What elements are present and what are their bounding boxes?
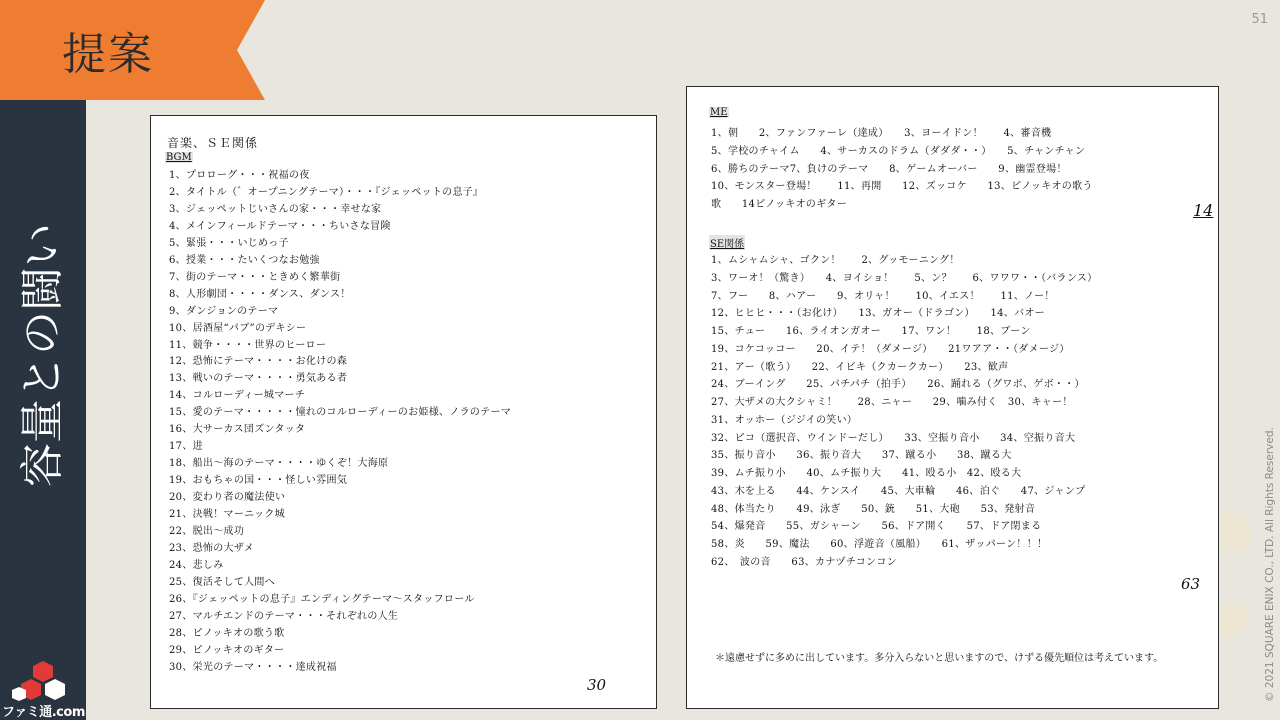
bgm-list-item: 19、おもちゃの国・・・怪しい雰囲気 (169, 475, 348, 487)
bgm-list-item: 24、悲しみ (169, 559, 224, 571)
se-list-item: 24、ブーイング 25、パチパチ（拍手） 26、踊れる（グワボ、ゲボ・・） (711, 379, 1085, 391)
bgm-list-item: 9、ダンジョンのテーマ (169, 305, 279, 317)
bgm-list-item: 17、进 (169, 441, 203, 453)
bgm-list-item: 3、ジェッペットじいさんの家・・・幸せな家 (169, 203, 382, 215)
se-list-item: 43、木を上る 44、ケンスイ 45、大車輪 46、泊ぐ 47、ジャンプ (711, 485, 1086, 497)
bgm-list-item: 28、ピノッキオの歌う歌 (169, 627, 285, 639)
slide-title: 提案 (62, 29, 154, 80)
bgm-list-item: 22、脱出～成功 (169, 526, 245, 538)
se-list-item: 62、 波の音 63、カナヅチコンコン (711, 556, 897, 568)
bgm-list-item: 30、栄光のテーマ・・・・達成祝福 (169, 661, 337, 673)
me-list-item: 5、学校のチャイム 4、サーカスのドラム（ダダダ・・） 5、チャンチャン (711, 145, 1086, 157)
bgm-list-item: 29、ピノッキオのギター (169, 644, 285, 656)
bgm-list-item: 8、人形劇団・・・・ダンス、ダンス！ (169, 288, 351, 300)
me-list-item: 歌 14ピノッキオのギター (711, 199, 848, 211)
se-list-item: 12、ヒヒヒ・・・（お化け） 13、ガオー（ドラゴン） 14、バオー (711, 308, 1045, 320)
bgm-list (169, 168, 511, 677)
copyright-notice: © 2021 SQUARE ENIX CO., LTD. All Rights Reserved. (1264, 427, 1276, 702)
se-list-item: 35、振り音小 36、振り音大 37、蹴る小 38、蹴る大 (711, 450, 1012, 462)
decorative-circle (1214, 602, 1248, 636)
bgm-list-item: 15、愛のテーマ・・・・・憧れのコルローディーのお姫様、ノラのテーマ (169, 407, 512, 419)
se-list (711, 252, 1097, 572)
bgm-list-item: 10、居酒屋“パブ”のデキシー (169, 322, 307, 334)
se-section-label: SE関係 (709, 235, 745, 250)
left-document-page (150, 115, 657, 709)
me-list (711, 125, 1093, 214)
logo-text: ファミ通.com (2, 705, 85, 720)
bgm-list-item: 4、メインフィールドテーマ・・・ちいさな冒険 (169, 220, 391, 232)
se-list-item: 15、チュー 16、ライオンガオー 17、ワン！ 18、ブーン (711, 326, 1031, 337)
bgm-list-item: 14、コルローディー城マーチ (169, 390, 306, 402)
bgm-list-item: 5、緊張・・・いじめっ子 (169, 237, 289, 249)
bgm-list-item: 18、船出～海のテーマ・・・・ゆくぞ！大海原 (169, 458, 389, 470)
right-document-page (686, 86, 1219, 709)
se-list-item: 27、大ザメの大クシャミ！ 28、ニャー 29、噛み付く 30、キャー！ (711, 397, 1073, 408)
se-list-item: 32、ピコ（選択音、ウインドーだし） 33、空振り音小 34、空振り音大 (711, 432, 1076, 444)
se-list-item: 58、炎 59、魔法 60、浮遊音（風船） 61、ザッパーン！！！ (711, 539, 1048, 550)
se-list-item: 19、コケコッコー 20、イテ！（ダメージ） 21ワアア・・（ダメージ） (711, 343, 1070, 355)
me-list-item: 1、朝 2、ファンファーレ（達成） 3、ヨーイドン！ 4、審音機 (711, 128, 1052, 139)
handwritten-count-se: 63 (1181, 575, 1201, 593)
document-heading: 音楽、ＳＥ関係 (167, 136, 259, 150)
bgm-list-item: 6、授業・・・たいくつなお勉強 (169, 254, 320, 266)
se-list-item: 3、ワーオ！（驚き） 4、ヨイショ！ 5、ン？ 6、ワワワ・・（バランス） (711, 272, 1098, 284)
bgm-list-item: 23、恐怖の大ザメ (169, 542, 255, 554)
page-number: 51 (1251, 12, 1268, 27)
bgm-list-item: 2、タイトル（゛オープニングテーマ）・・・『ジェッペットの息子』 (169, 186, 484, 198)
bgm-list-item: 20、変わり者の魔法使い (169, 492, 286, 504)
se-list-item: 48、体当たり 49、泳ぎ 50、銃 51、大砲 53、発射音 (711, 503, 1036, 515)
bgm-list-item: 12、恐怖にテーマ・・・・お化けの森 (169, 356, 348, 368)
bgm-list-item: 21、決戦！マーニック城 (169, 509, 285, 521)
se-list-item: 54、爆発音 55、ガシャーン 56、ドア開く 57、ドア閉まる (711, 521, 1042, 533)
se-list-item: 21、アー（歌う） 22、イビキ（クカークカー） 23、歓声 (711, 361, 1009, 373)
bgm-list-item: 27、マルチエンドのテーマ・・・それぞれの人生 (169, 610, 399, 622)
bgm-section-label: BGM (166, 152, 192, 163)
bgm-list-item: 13、戦いのテーマ・・・・勇気ある者 (169, 373, 348, 385)
handwritten-count-me: 14 (1193, 201, 1214, 220)
bgm-list-item: 7、街のテーマ・・・ときめく繁華街 (169, 271, 341, 283)
me-list-item: 6、勝ちのテーマ7、負けのテーマ 8、ゲームオーバー 9、幽霊登場！ (711, 163, 1067, 175)
me-list-item: 10、モンスター登場！ 11、再開 12、ズッコケ 13、ピノッキオの歌う (711, 181, 1093, 193)
handwritten-page-count: 30 (587, 676, 607, 694)
bgm-list-item: 25、復活そして人間へ (169, 576, 276, 588)
se-list-item: 31、オッホー（ジジイの笑い） (711, 414, 858, 426)
bgm-list-item: 11、競争・・・・世界のヒーロー (169, 339, 327, 351)
bgm-list-item: 26、『ジェッペットの息子』エンディングテーマ～スタッフロール (169, 593, 475, 605)
me-section-label: ME (710, 107, 728, 118)
se-list-item: 1、ムシャムシャ、ゴクン！ 2、グッモーニング！ (711, 255, 960, 266)
bgm-list-item: 16、大サーカス団ズンタッタ (169, 424, 306, 436)
bgm-list-item: 1、プロローグ・・・祝福の夜 (169, 170, 310, 181)
se-list-item: 39、ムチ振り小 40、ムチ振り大 41、殴る小 42、殴る大 (711, 468, 1022, 479)
side-title: 容量との闘い (17, 223, 68, 487)
footnote: ＊遠慮せずに多めに出しています。多分入らないと思いますので、けずる優先順位は考えています。 (715, 653, 1164, 664)
se-list-item: 7、フー 8、ハアー 9、オリャ！ 10、イエス！ 11、ノー！ (711, 290, 1055, 302)
